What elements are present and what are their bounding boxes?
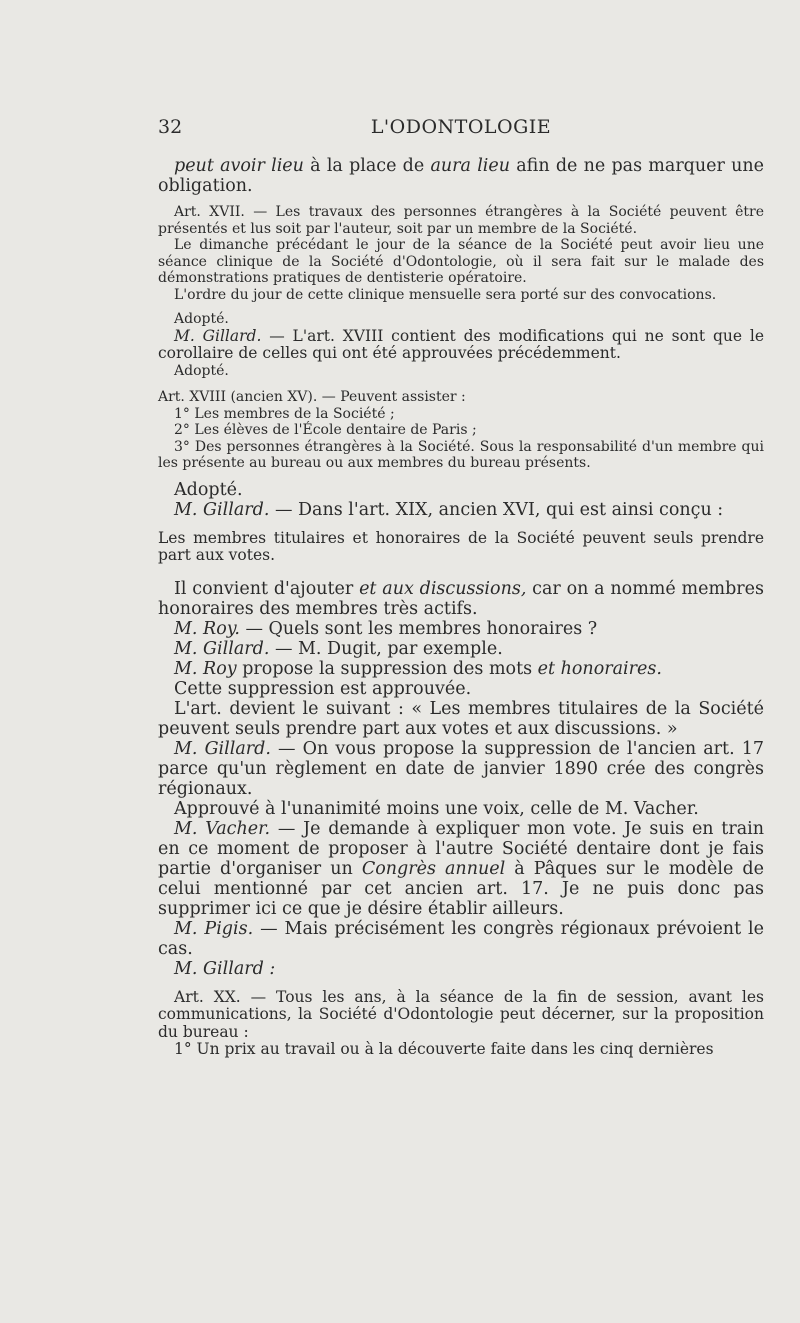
italic-text: M. Gillard : [174, 958, 276, 979]
text-run: Adopté. [174, 479, 243, 500]
page-header [158, 116, 764, 146]
paragraph-p25 [158, 959, 764, 979]
paragraph-p11 [158, 439, 764, 472]
italic-text: M. Gillard. [174, 326, 262, 345]
italic-text: et honoraires. [537, 658, 662, 679]
text-run: L'art. devient le suivant : « Les membres titulaires de la Société peuvent seuls prendre part aux votes et aux discussions. » [158, 698, 764, 739]
text-run: — L'art. XVIII contient des modifications qui ne sont que le corollaire de celles qui ont été approuvées précédemment. [158, 326, 764, 362]
paragraph-p22 [158, 799, 764, 819]
text-run: — Quels sont les membres honoraires ? [239, 618, 598, 639]
paragraph-p16 [158, 619, 764, 639]
italic-text: M. Roy. [174, 618, 240, 639]
text-run: Adopté. [174, 311, 229, 327]
text-run: Art. XVIII (ancien XV). — Peuvent assister : [158, 389, 466, 405]
text-run: afin de ne pas marquer une obligation. [158, 156, 764, 196]
text-run: Les membres titulaires et honoraires de la Société peuvent seuls prendre part aux votes. [158, 528, 764, 564]
paragraph-p18 [158, 659, 764, 679]
italic-text: M. Gillard. [174, 738, 271, 759]
paragraph-p13 [158, 500, 764, 520]
paragraph-p24 [158, 919, 764, 959]
paragraph-p12 [158, 480, 764, 500]
paragraph-p7 [158, 363, 764, 380]
text-run: L'ordre du jour de cette clinique mensuelle sera porté sur des convocations. [174, 286, 717, 303]
text-run: Le dimanche précédant le jour de la séance de la Société peut avoir lieu une séance clinique de la Société d'Odontologie, où il sera fait sur le malade des démonstrations pratiques de dentisterie opératoire. [158, 237, 764, 286]
paragraph-p15 [158, 579, 764, 619]
paragraph-p9 [158, 406, 764, 423]
paragraph-p14 [158, 530, 764, 565]
paragraph-p27 [158, 1041, 764, 1059]
paragraph-p5 [158, 311, 764, 328]
text-run: Il convient d'ajouter [174, 578, 360, 599]
paragraph-p10 [158, 422, 764, 439]
italic-text: et aux discussions, [359, 578, 527, 599]
italic-text: Congrès annuel [361, 858, 506, 879]
text-run: Art. XVII. — Les travaux des personnes étrangères à la Société peuvent être présentés et lus soit par l'auteur, soit par un membre de la Société. [158, 204, 764, 237]
italic-text: M. Pigis. [174, 918, 254, 939]
paragraph-p6 [158, 328, 764, 363]
paragraph-p8 [158, 389, 764, 406]
text-run: — M. Dugit, par exemple. [269, 638, 503, 659]
text-run: — Mais précisément les congrès régionaux prévoient le cas. [158, 918, 765, 959]
paragraph-p1 [158, 156, 764, 196]
paragraph-p4 [158, 287, 764, 304]
page-number: 32 [158, 116, 183, 138]
text-run: — Je demande à expliquer mon vote. Je suis en train en ce moment de proposer à l'autre Société dentaire dont je fais partie d'organiser un [158, 818, 765, 879]
text-run: 3° Des personnes étrangères à la Société. Sous la responsabilité d'un membre qui les présente au bureau ou aux membres du bureau présents. [158, 438, 764, 471]
italic-text: M. Vacher. [174, 818, 271, 839]
text-run: Approuvé à l'unanimité moins une voix, celle de M. Vacher. [174, 798, 699, 819]
paragraph-p19 [158, 679, 764, 699]
italic-text: M. Gillard. [174, 638, 270, 659]
text-run: — Dans l'art. XIX, ancien XVI, qui est ainsi conçu : [269, 499, 724, 520]
paragraph-p20 [158, 699, 764, 739]
paragraph-p17 [158, 639, 764, 659]
paragraph-p3 [158, 237, 764, 287]
text-run: 1° Un prix au travail ou à la découverte faite dans les cinq dernières [174, 1040, 714, 1058]
running-title: L'ODONTOLOGIE [370, 116, 552, 138]
text-run: à la place de [303, 156, 431, 176]
paragraph-p26 [158, 989, 764, 1042]
paragraph-p2 [158, 204, 764, 237]
italic-text: M. Roy [174, 658, 237, 679]
text-run: Cette suppression est approuvée. [174, 678, 472, 699]
page-body [158, 156, 764, 1059]
text-run: Art. XX. — Tous les ans, à la séance de la fin de session, avant les communications, la Société d'Odontologie peut décerner, sur la proposition du bureau : [158, 987, 764, 1041]
text-run: Adopté. [174, 362, 229, 379]
text-run: 2° Les élèves de l'École dentaire de Paris ; [174, 422, 477, 438]
text-run: 1° Les membres de la Société ; [174, 405, 395, 422]
paragraph-p23 [158, 819, 764, 919]
text-run: propose la suppression des mots [236, 658, 538, 679]
text-run: car on a nommé membres honoraires des membres très actifs. [158, 578, 764, 619]
paragraph-p21 [158, 739, 764, 799]
italic-text: peut avoir lieu [174, 156, 304, 176]
text-run: à Pâques sur le modèle de celui mentionné par cet ancien art. 17. Je ne puis donc pas supprimer ici ce que je désire établir ailleurs. [158, 858, 764, 919]
italic-text: aura lieu [430, 156, 511, 176]
italic-text: M. Gillard. [174, 499, 270, 520]
text-run: — On vous propose la suppression de l'ancien art. 17 parce qu'un règlement en date de janvier 1890 crée des congrès régionaux. [158, 738, 764, 799]
